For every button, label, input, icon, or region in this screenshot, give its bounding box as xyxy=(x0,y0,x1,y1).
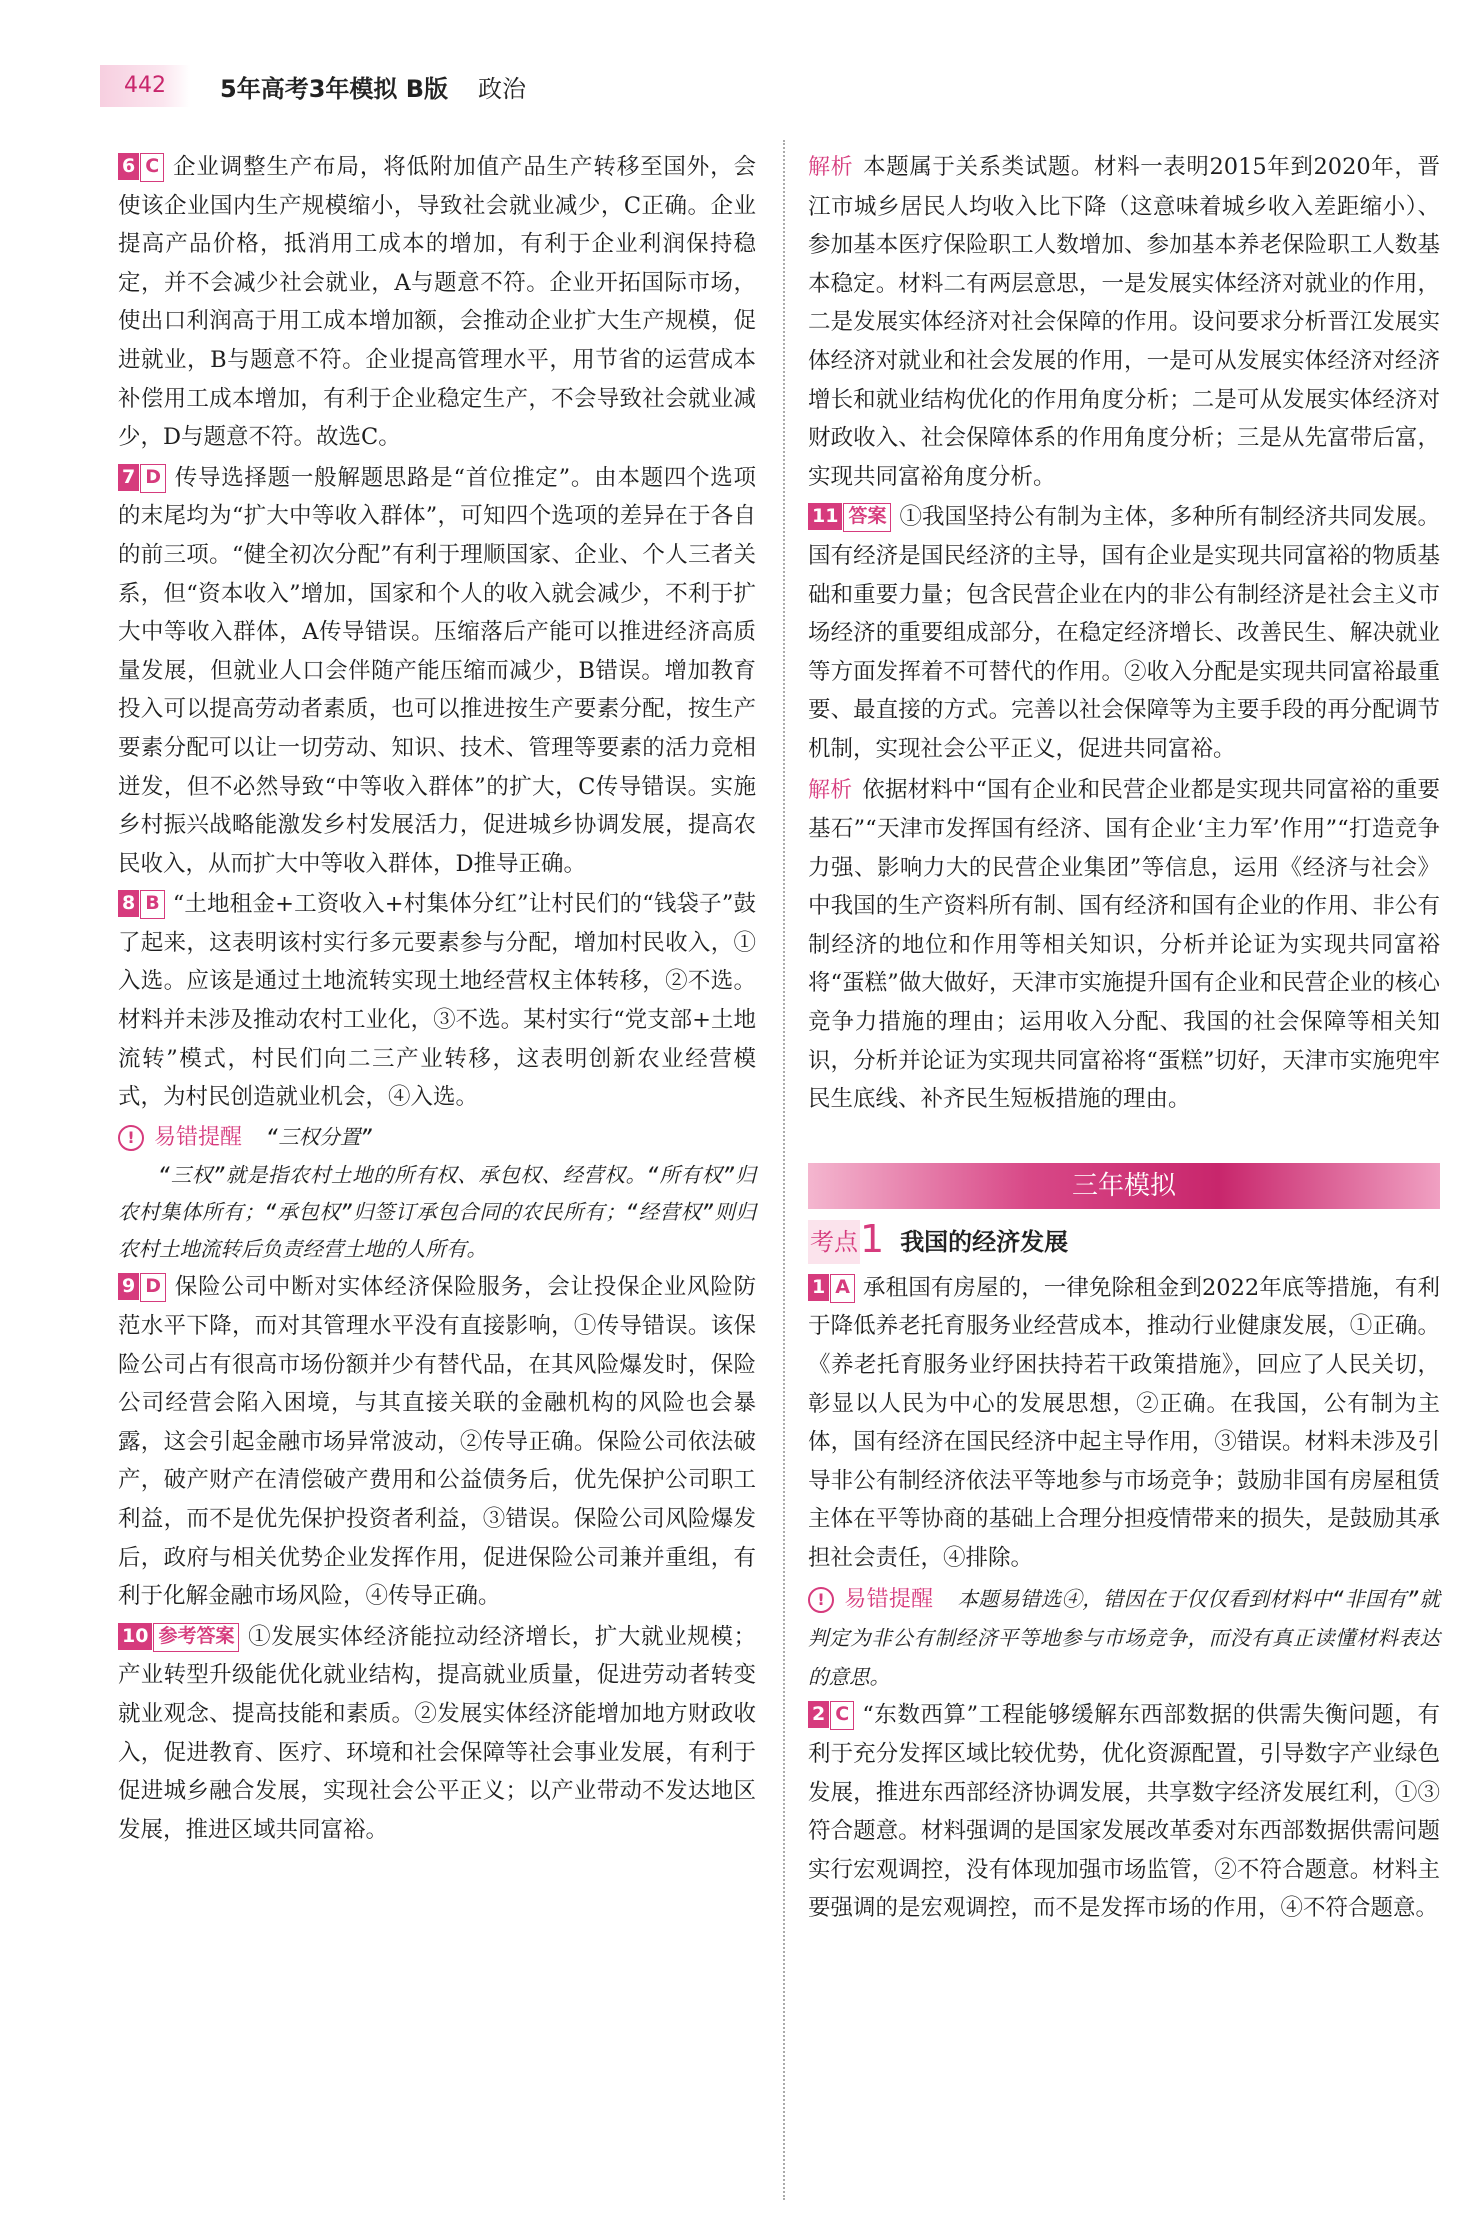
column-divider xyxy=(783,140,785,2200)
alert-icon: ! xyxy=(118,1125,144,1151)
error-tip-body: “三权”就是指农村土地的所有权、承包权、经营权。“所有权”归农村集体所有；“承包权”归签订承包合同的农民所有；“经营权”则归农村土地流转后负责经营土地的人所有。 xyxy=(118,1163,756,1262)
ref-answer-tag: 参考答案 xyxy=(153,1623,239,1652)
error-tip-head: “三权分置” xyxy=(266,1124,373,1149)
answer-text: 企业调整生产布局，将低附加值产品生产转移至国外，会使该企业国内生产规模缩小，导致社会就业减少，C正确。企业提高产品价格，抵消用工成本的增加，有利于企业利润保持稳定，并不会减少社会就业，A与题意不符。企业开拓国际市场，使出口利润高于用工成本增加额，会推动企业扩大生产规模，促进就业，B与题意不符。企业提高管理水平，用节省的运营成本补偿用工成本增加，有利于企业稳定生产，不会导致社会就业减少，D与题意不符。故选C。 xyxy=(118,154,756,451)
question-number: 7 xyxy=(118,464,139,491)
answer-text: ①发展实体经济能拉动经济增长，扩大就业规模；产业转型升级能优化就业结构，提高就业质量，促进劳动者转变就业观念、提高技能和素质。②发展实体经济能增加地方财政收入，促进教育、医疗、环境和社会保障等社会事业发展，有利于促进城乡融合发展，实现社会公平正义；以产业带动不发达地区发展，推进区域共同富裕。 xyxy=(118,1623,756,1843)
answer-letter: C xyxy=(830,1701,854,1730)
question-number: 10 xyxy=(118,1623,152,1650)
explain-10 xyxy=(808,148,1440,496)
topic-label: 考点 xyxy=(808,1220,860,1264)
page-number: 442 xyxy=(100,65,190,107)
answer-10 xyxy=(118,1618,756,1850)
question-number: 2 xyxy=(808,1701,829,1728)
error-tip-body: 本题易错选④，错因在于仅仅看到材料中“非国有”就判定为非公有制经济平等地参与市场竞争，而没有真正读懂材料表达的意思。 xyxy=(808,1586,1440,1689)
topic-title: 我国的经济发展 xyxy=(900,1227,1069,1256)
right-column xyxy=(808,148,1440,1930)
book-title: 5年高考3年模拟 B版 xyxy=(220,74,449,103)
topic-number: 1 xyxy=(860,1216,885,1261)
answer-8 xyxy=(118,885,756,1117)
answer-text: 保险公司中断对实体经济保险服务，会让投保企业风险防范水平下降，而对其管理水平没有直接影响，①传导错误。该保险公司占有很高市场份额并少有替代品，在其风险爆发时，保险公司经营会陷入困境，与其直接关联的金融机构的风险也会暴露，这会引起金融市场异常波动，②传导正确。保险公司依法破产，破产财产在清偿破产费用和公益债务后，优先保护公司职工利益，而不是优先保护投资者利益，③错误。保险公司风险爆发后，政府与相关优势企业发挥作用，促进保险公司兼并重组，有利于化解金融市场风险，④传导正确。 xyxy=(118,1274,756,1610)
answer-letter: A xyxy=(830,1274,855,1303)
answer-letter: D xyxy=(140,464,166,493)
explain-text: 依据材料中“国有企业和民营企业都是实现共同富裕的重要基石”“天津市发挥国有经济、国有企业‘主力军’作用”“打造竞争力强、影响力大的民营企业集团”等信息，运用《经济与社会》中我国的生产资料所有制、国有经济和国有企业的作用、非公有制经济的地位和作用等相关知识，分析并论证为实现共同富裕将“蛋糕”做大做好，天津市实施提升国有企业和民营企业的核心竞争力措施的理由；运用收入分配、我国的社会保障等相关知识，分析并论证为实现共同富裕将“蛋糕”切好，天津市实施兜牢民生底线、补齐民生短板措施的理由。 xyxy=(808,776,1440,1113)
left-column xyxy=(118,148,756,1851)
error-tip-8 xyxy=(118,1119,756,1269)
answer-9 xyxy=(118,1268,756,1615)
answer-11 xyxy=(808,498,1440,768)
error-tip-title: 易错提醒 xyxy=(844,1586,934,1612)
question-number: 9 xyxy=(118,1273,139,1300)
topic-heading xyxy=(808,1217,1440,1265)
section-banner: 三年模拟 xyxy=(808,1163,1440,1209)
question-number: 8 xyxy=(118,890,139,917)
answer-6 xyxy=(118,148,756,457)
answer-7 xyxy=(118,459,756,884)
explain-tag: 解析 xyxy=(808,155,854,180)
error-tip-title: 易错提醒 xyxy=(154,1124,243,1150)
answer-text: 承租国有房屋的，一律免除租金到2022年底等措施，有利于降低养老托育服务业经营成本，推动行业健康发展，①正确。《养老托育服务业纾困扶持若干政策措施》，回应了人民关切，彰显以人民为中心的发展思想，②正确。在我国，公有制为主体，国有经济在国民经济中起主导作用，③错误。材料未涉及引导非公有制经济依法平等地参与市场竞争；鼓励非国有房屋租赁主体在平等协商的基础上合理分担疫情带来的损失，是鼓励其承担社会责任，④排除。 xyxy=(808,1274,1440,1571)
answer-letter: B xyxy=(140,890,164,919)
answer-tag: 答案 xyxy=(843,503,891,532)
sim-answer-1 xyxy=(808,1269,1440,1578)
answer-text: “土地租金+工资收入+村集体分红”让村民们的“钱袋子”鼓了起来，这表明该村实行多元要素参与分配，增加村民收入，①入选。应该是通过土地流转实现土地经营权主体转移，②不选。材料并未涉及推动农村工业化，③不选。某村实行“党支部+土地流转”模式，村民们向二三产业转移，这表明创新农业经营模式，为村民创造就业机会，④入选。 xyxy=(118,891,756,1111)
page-header xyxy=(100,62,1420,110)
alert-icon: ! xyxy=(808,1587,834,1613)
answer-text: ①我国坚持公有制为主体，多种所有制经济共同发展。国有经济是国民经济的主导，国有企业是实现共同富裕的物质基础和重要力量；包含民营企业在内的非公有制经济是社会主义市场经济的重要组成部分，在稳定经济增长、改善民生、解决就业等方面发挥着不可替代的作用。②收入分配是实现共同富裕最重要、最直接的方式。完善以社会保障等为主要手段的再分配调节机制，实现社会公平正义，促进共同富裕。 xyxy=(808,504,1440,762)
explain-text: 本题属于关系类试题。材料一表明2015年到2020年，晋江市城乡居民人均收入比下降（这意味着城乡收入差距缩小）、参加基本医疗保险职工人数增加、参加基本养老保险职工人数基本稳定。材料二有两层意思，一是发展实体经济对就业的作用，二是发展实体经济对社会保障的作用。设问要求分析晋江发展实体经济对就业和社会发展的作用，一是可从发展实体经济对经济增长和就业结构优化的作用角度分析；二是可从发展实体经济对财政收入、社会保障体系的作用角度分析；三是从先富带后富，实现共同富裕角度分析。 xyxy=(808,154,1440,490)
question-number: 11 xyxy=(808,503,842,530)
answer-letter: D xyxy=(140,1273,166,1302)
answer-text: 传导选择题一般解题思路是“首位推定”。由本题四个选项的末尾均为“扩大中等收入群体”，可知四个选项的差异在于各自的前三项。“健全初次分配”有利于理顺国家、企业、个人三者关系，但“资本收入”增加，国家和个人的收入就会减少，不利于扩大中等收入群体，A传导错误。压缩落后产能可以推进经济高质量发展，但就业人口会伴随产能压缩而减少，B错误。增加教育投入可以提高劳动者素质，也可以推进按生产要素分配，按生产要素分配可以让一切劳动、知识、技术、管理等要素的活力竞相迸发，但不必然导致“中等收入群体”的扩大，C传导错误。实施乡村振兴战略能激发乡村发展活力，促进城乡协调发展，提高农民收入，从而扩大中等收入群体，D推导正确。 xyxy=(118,464,756,877)
explain-11 xyxy=(808,771,1440,1119)
answer-letter: C xyxy=(140,153,164,182)
explain-tag: 解析 xyxy=(808,777,853,803)
book-subject: 政治 xyxy=(478,74,527,103)
answer-text: “东数西算”工程能够缓解东西部数据的供需失衡问题，有利于充分发挥区域比较优势，优化资源配置，引导数字产业绿色发展，推进东西部经济协调发展，共享数字经济发展红利，①③符合题意。材料强调的是国家发展改革委对东西部数据供需问题实行宏观调控，没有体现加强市场监管，②不符合题意。材料主要强调的是宏观调控，而不是发挥市场的作用，④不符合题意。 xyxy=(808,1702,1440,1922)
sim-answer-2 xyxy=(808,1696,1440,1928)
error-tip-s1 xyxy=(808,1580,1440,1697)
question-number: 1 xyxy=(808,1274,829,1301)
question-number: 6 xyxy=(118,153,139,180)
